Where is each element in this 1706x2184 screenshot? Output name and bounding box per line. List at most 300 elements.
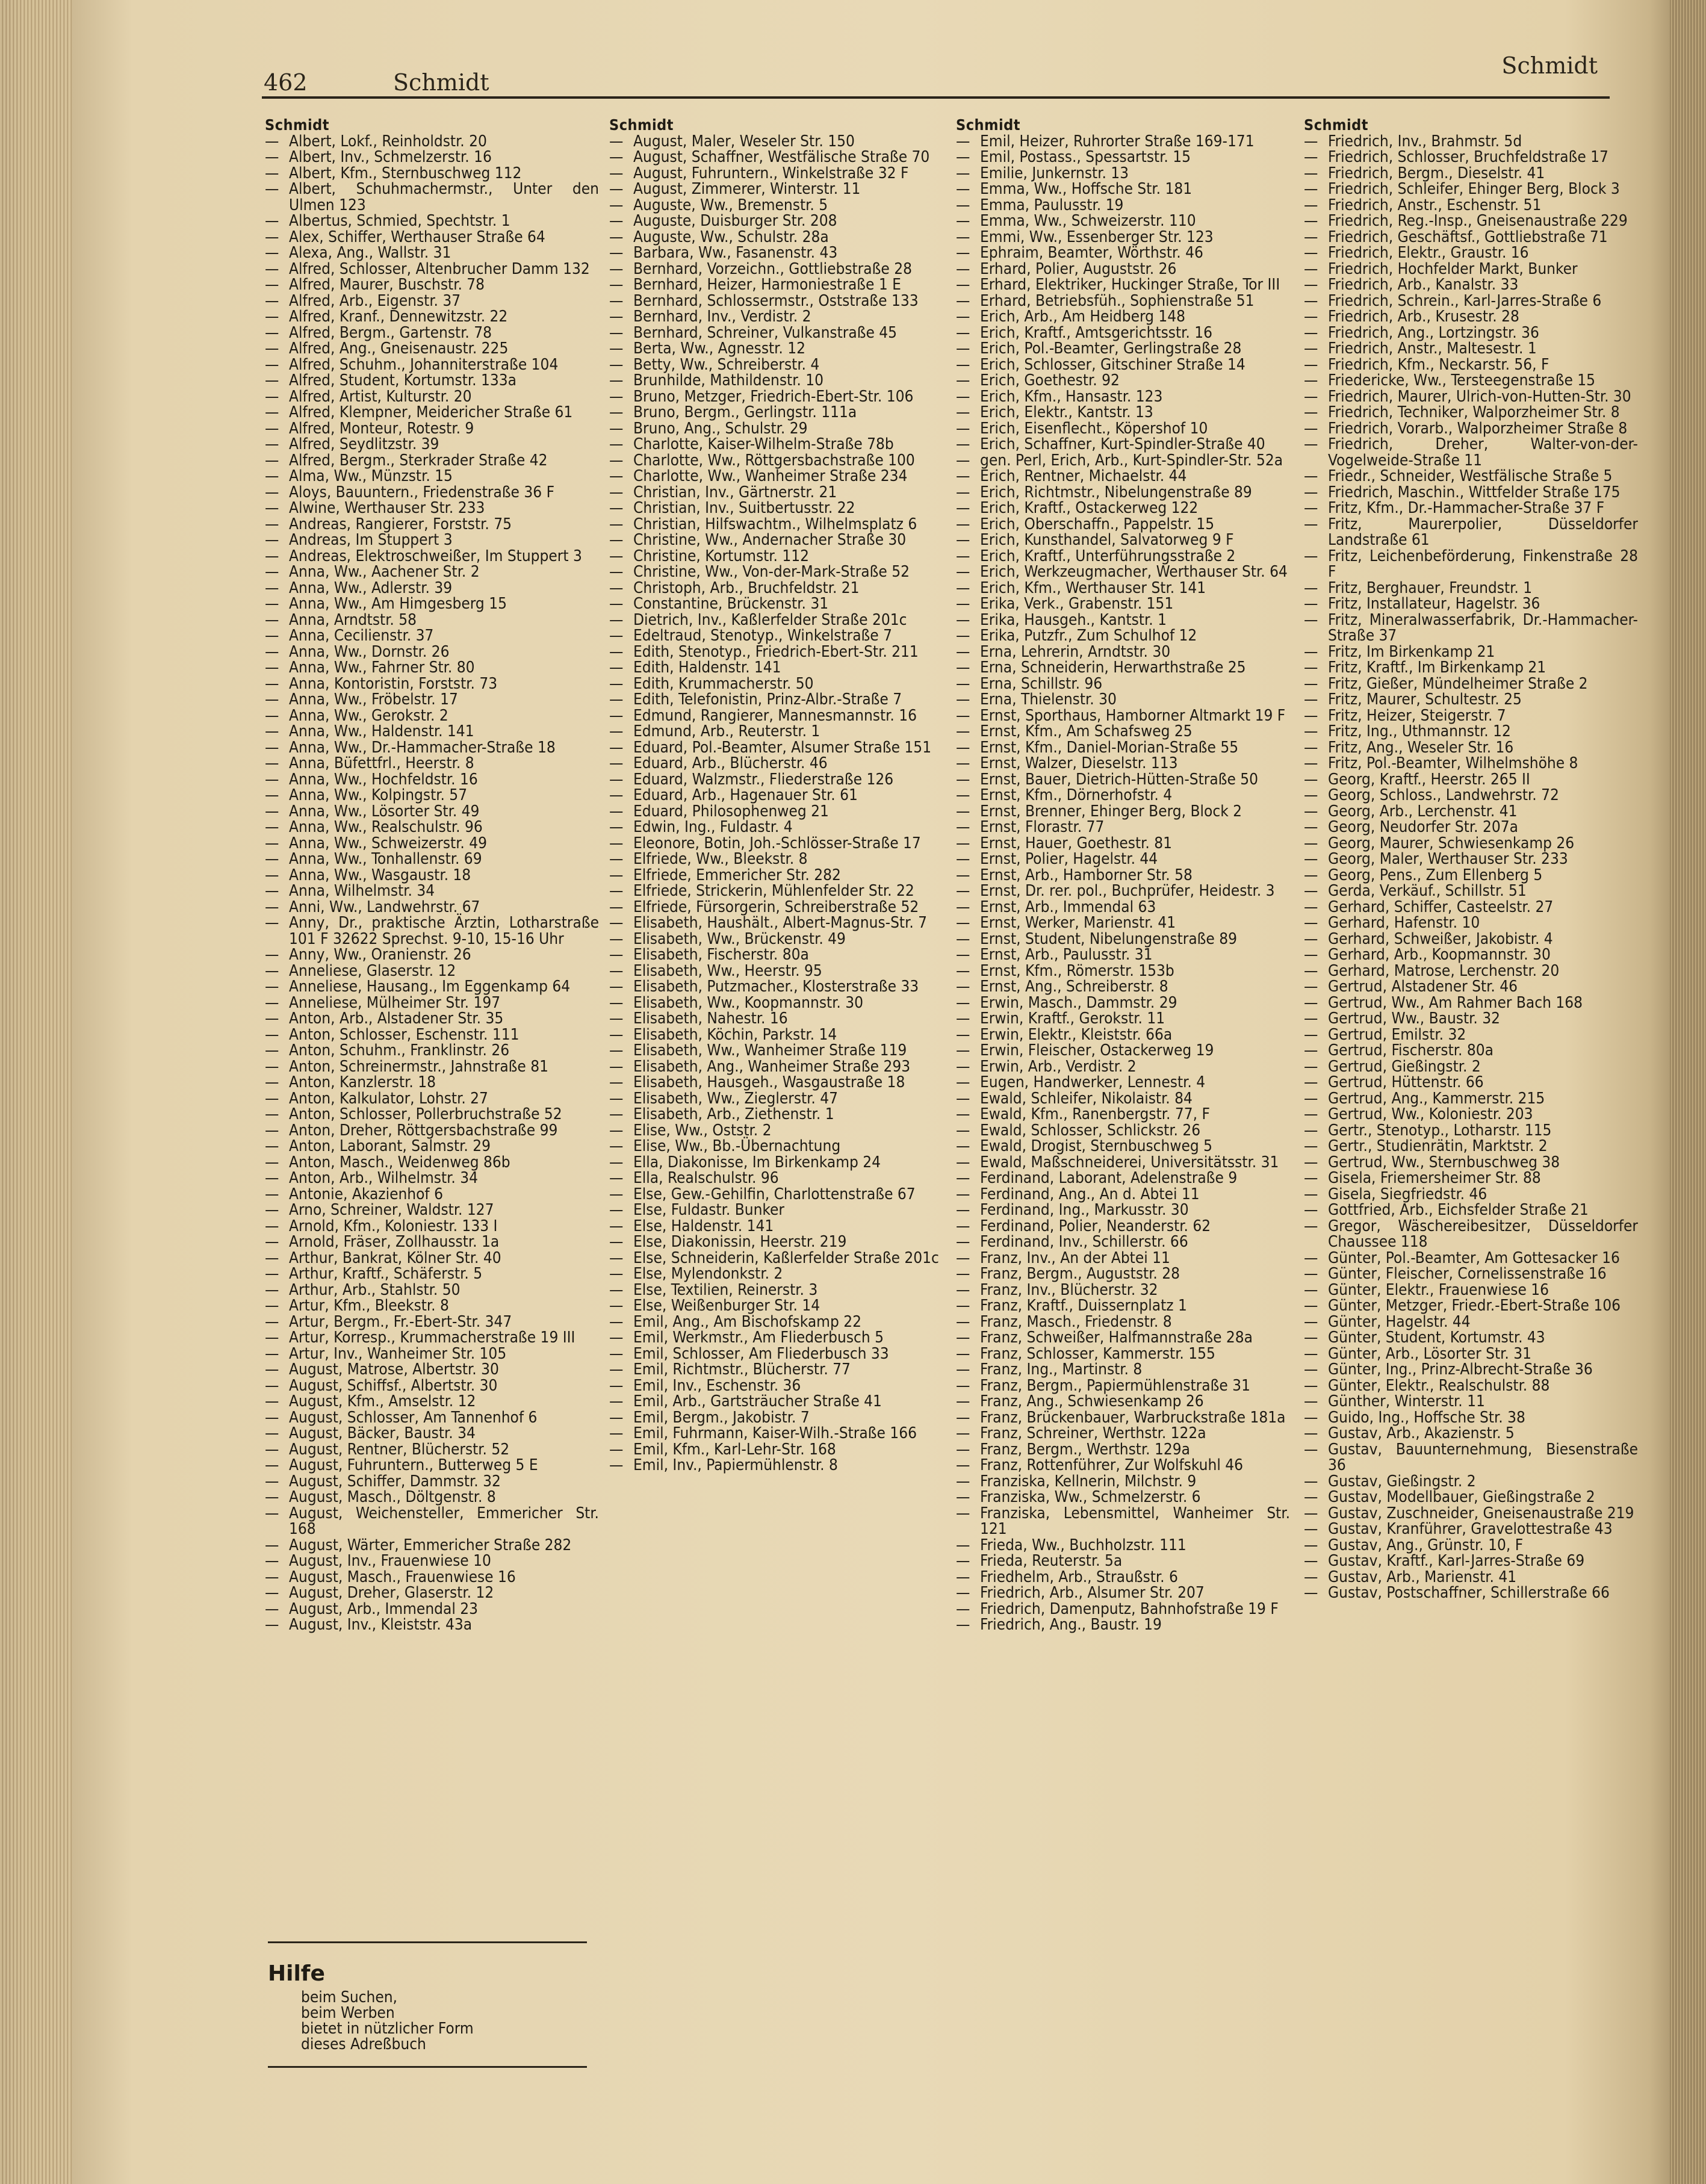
entry-text: Albert, Schuhmachermstr., Unter den Ulmen 123	[289, 180, 599, 214]
entry-text: Emil, Schlosser, Am Fliederbusch 33	[633, 1344, 889, 1363]
dash-mark: —	[609, 595, 624, 613]
dash-mark: —	[1304, 355, 1318, 374]
dash-mark: —	[956, 132, 970, 150]
entry-text: Anny, Dr., praktische Ärztin, Lotharstraße 101 F 32622 Sprechst. 9-10, 15-16 Uhr	[289, 914, 599, 948]
directory-entry	[265, 1330, 599, 1346]
dash-mark: —	[956, 1599, 970, 1618]
directory-entry	[1304, 1425, 1638, 1442]
entry-text: Franziska, Lebensmittel, Wanheimer Str. 121	[980, 1504, 1290, 1538]
directory-entry	[1304, 485, 1638, 501]
directory-entry	[1304, 1106, 1638, 1123]
entry-text: Eleonore, Botin, Joh.-Schlösser-Straße 17	[633, 834, 921, 852]
entry-text: Friedrich, Geschäftsf., Gottliebstraße 71	[1328, 228, 1608, 246]
entry-text: Erich, Kunsthandel, Salvatorweg 9 F	[980, 531, 1234, 549]
directory-entry	[956, 277, 1290, 293]
entry-text: Eduard, Philosophenweg 21	[633, 802, 829, 821]
directory-entry	[1304, 1298, 1638, 1314]
directory-entry	[956, 1155, 1290, 1171]
dash-mark: —	[1304, 834, 1318, 852]
entry-text: Fritz, Gießer, Mündelheimer Straße 2	[1328, 674, 1588, 693]
column-2	[609, 117, 943, 1474]
directory-entry	[956, 1394, 1290, 1410]
directory-entry	[609, 532, 943, 548]
dash-mark: —	[1304, 818, 1318, 836]
entry-text: Anna, Ww., Gerokstr. 2	[289, 706, 448, 725]
dash-mark: —	[609, 961, 624, 980]
dash-mark: —	[956, 866, 970, 884]
entry-text: Gustav, Bauunternehmung, Biesenstraße 36	[1328, 1440, 1638, 1474]
dash-mark: —	[265, 1456, 279, 1474]
directory-entry	[1304, 804, 1638, 820]
dash-mark: —	[956, 1504, 970, 1522]
directory-entry	[609, 293, 943, 309]
dash-mark: —	[1304, 1424, 1318, 1442]
hilfe-bottom-rule	[268, 2066, 587, 2068]
dash-mark: —	[265, 1201, 279, 1219]
entry-text: Erich, Richtmstr., Nibelungenstraße 89	[980, 483, 1252, 501]
dash-mark: —	[265, 978, 279, 996]
directory-entry	[1304, 1474, 1638, 1490]
directory-entry	[265, 804, 599, 820]
entry-text: Christoph, Arb., Bruchfeldstr. 21	[633, 579, 860, 597]
dash-mark: —	[956, 1584, 970, 1602]
entry-text: Anton, Schlosser, Eschenstr. 111	[289, 1025, 520, 1044]
directory-entry	[1304, 580, 1638, 597]
entry-text: Fritz, Ang., Weseler Str. 16	[1328, 738, 1514, 757]
dash-mark: —	[1304, 387, 1318, 406]
dash-mark: —	[956, 180, 970, 198]
dash-mark: —	[956, 834, 970, 852]
entry-text: Ernst, Arb., Immendal 63	[980, 898, 1156, 916]
dash-mark: —	[265, 1360, 279, 1379]
dash-mark: —	[956, 308, 970, 326]
entry-text: Edith, Telefonistin, Prinz-Albr.-Straße 7	[633, 690, 902, 709]
entry-text: Elfriede, Strickerin, Mühlenfelder Str. 22	[633, 882, 914, 900]
directory-entry	[609, 1394, 943, 1410]
directory-entry	[609, 245, 943, 261]
directory-entry	[956, 1106, 1290, 1123]
directory-entry	[609, 213, 943, 229]
directory-entry	[265, 1091, 599, 1107]
directory-entry	[956, 804, 1290, 820]
dash-mark: —	[956, 291, 970, 310]
dash-mark: —	[609, 1217, 624, 1235]
dash-mark: —	[1304, 1073, 1318, 1091]
directory-entry	[956, 149, 1290, 166]
directory-entry	[609, 1425, 943, 1442]
dash-mark: —	[265, 1472, 279, 1491]
directory-entry	[609, 644, 943, 660]
dash-mark: —	[265, 1265, 279, 1283]
entry-text: Elisabeth, Ww., Brückenstr. 49	[633, 929, 846, 948]
entry-text: Elisabeth, Nahestr. 16	[633, 1010, 788, 1028]
dash-mark: —	[609, 866, 624, 884]
directory-entry	[1304, 755, 1638, 772]
entry-text: Gottfried, Arb., Eichsfelder Straße 21	[1328, 1201, 1589, 1219]
entry-text: Gertrud, Fischerstr. 80a	[1328, 1041, 1494, 1059]
directory-entry	[956, 836, 1290, 852]
dash-mark: —	[956, 531, 970, 549]
dash-mark: —	[265, 1010, 279, 1028]
directory-entry	[1304, 229, 1638, 246]
dash-mark: —	[956, 706, 970, 725]
entry-text: Franz, Schweißer, Halfmannstraße 28a	[980, 1329, 1253, 1347]
entry-text: Dietrich, Inv., Kaßlerfelder Straße 201c	[633, 610, 907, 629]
directory-entry	[1304, 1250, 1638, 1267]
entry-text: Friedrich, Reg.-Insp., Gneisenaustraße 229	[1328, 212, 1628, 230]
entry-text: Ella, Diakonisse, Im Birkenkamp 24	[633, 1153, 881, 1171]
directory-entry	[265, 1106, 599, 1123]
entry-text: Anna, Ww., Dr.-Hammacher-Straße 18	[289, 738, 556, 757]
directory-entry	[1304, 1442, 1638, 1474]
entry-text: Eduard, Walzmstr., Fliederstraße 126	[633, 770, 894, 789]
dash-mark: —	[1304, 1520, 1318, 1538]
dash-mark: —	[609, 850, 624, 868]
dash-mark: —	[265, 1616, 279, 1634]
entry-text: Erich, Arb., Am Heidberg 148	[980, 308, 1186, 326]
dash-mark: —	[1304, 1041, 1318, 1059]
directory-entry	[609, 1027, 943, 1043]
directory-entry	[265, 836, 599, 852]
directory-entry	[265, 755, 599, 772]
directory-entry	[265, 149, 599, 166]
entry-text: Emil, Inv., Papiermühlenstr. 8	[633, 1456, 838, 1474]
dash-mark: —	[1304, 308, 1318, 326]
entry-text: Gertr., Studienrätin, Marktstr. 2	[1328, 1137, 1548, 1155]
dash-mark: —	[265, 1488, 279, 1506]
entry-text: Erika, Verk., Grabenstr. 151	[980, 595, 1174, 613]
entry-text: Gustav, Modellbauer, Gießingstraße 2	[1328, 1488, 1595, 1506]
entry-text: Günter, Pol.-Beamter, Am Gottesacker 16	[1328, 1249, 1620, 1267]
entry-text: Alfred, Artist, Kulturstr. 20	[289, 387, 472, 406]
entry-text: Günther, Winterstr. 11	[1328, 1392, 1485, 1410]
directory-entry	[1304, 405, 1638, 421]
entry-text: Anton, Arb., Wilhelmstr. 34	[289, 1169, 478, 1187]
directory-entry	[609, 1106, 943, 1123]
dash-mark: —	[956, 244, 970, 262]
entry-text: Ernst, Brenner, Ehinger Berg, Block 2	[980, 802, 1242, 821]
dash-mark: —	[956, 659, 970, 677]
entry-text: Christine, Kortumstr. 112	[633, 547, 810, 565]
dash-mark: —	[265, 946, 279, 964]
directory-entry	[956, 405, 1290, 421]
dash-mark: —	[609, 659, 624, 677]
directory-entry	[265, 963, 599, 979]
entry-text: Ewald, Schlosser, Schlickstr. 26	[980, 1121, 1201, 1140]
entry-text: Georg, Kraftf., Heerstr. 265 II	[1328, 770, 1530, 789]
directory-entry	[1304, 517, 1638, 548]
dash-mark: —	[609, 259, 624, 278]
dash-mark: —	[1304, 1440, 1318, 1459]
entry-text: Franz, Ang., Schwiesenkamp 26	[980, 1392, 1204, 1410]
directory-entry	[265, 1043, 599, 1059]
entry-text: Gisela, Siegfriedstr. 46	[1328, 1185, 1487, 1203]
entry-text: August, Weichensteller, Emmericher Str. 168	[289, 1504, 599, 1538]
dash-mark: —	[956, 1297, 970, 1315]
entry-text: Frieda, Ww., Buchholzstr. 111	[980, 1536, 1186, 1554]
dash-mark: —	[265, 834, 279, 852]
dash-mark: —	[609, 722, 624, 740]
dash-mark: —	[1304, 1584, 1318, 1602]
directory-entry	[956, 341, 1290, 357]
entry-text: Andreas, Im Stuppert 3	[289, 531, 453, 549]
entry-text: Elisabeth, Putzmacher., Klosterstraße 33	[633, 978, 919, 996]
entry-text: Guido, Ing., Hoffsche Str. 38	[1328, 1408, 1525, 1427]
entry-text: Fritz, Leichenbeförderung, Finkenstraße 28 F	[1328, 547, 1638, 581]
dash-mark: —	[265, 547, 279, 565]
entry-text: Gertr., Stenotyp., Lotharstr. 115	[1328, 1121, 1552, 1140]
book-right-edge	[1670, 0, 1706, 2184]
directory-entry	[956, 1425, 1290, 1442]
directory-entry	[609, 1043, 943, 1059]
directory-entry	[609, 883, 943, 899]
entry-text: Artur, Bergm., Fr.-Ebert-Str. 347	[289, 1312, 512, 1331]
entry-text: August, Masch., Döltgenstr. 8	[289, 1488, 496, 1506]
dash-mark: —	[265, 1552, 279, 1570]
directory-entry	[265, 692, 599, 708]
entry-text: Elisabeth, Ww., Wanheimer Straße 119	[633, 1041, 907, 1059]
directory-entry	[956, 612, 1290, 628]
directory-entry	[956, 1187, 1290, 1203]
directory-entry	[956, 979, 1290, 995]
entry-text: Berta, Ww., Agnesstr. 12	[633, 340, 806, 358]
dash-mark: —	[1304, 1025, 1318, 1044]
dash-mark: —	[956, 993, 970, 1012]
dash-mark: —	[609, 946, 624, 964]
directory-entry	[1304, 612, 1638, 644]
dash-mark: —	[609, 1025, 624, 1044]
directory-entry	[265, 612, 599, 628]
directory-entry	[609, 787, 943, 804]
directory-entry	[956, 532, 1290, 548]
directory-entry	[956, 1043, 1290, 1059]
entry-text: Edith, Haldenstr. 141	[633, 659, 781, 677]
entry-text: Anna, Arndtstr. 58	[289, 610, 417, 629]
dash-mark: —	[609, 212, 624, 230]
entry-text: Else, Gew.-Gehilfin, Charlottenstraße 67	[633, 1185, 916, 1203]
directory-entry	[956, 1170, 1290, 1187]
entry-text: Emil, Bergm., Jakobistr. 7	[633, 1408, 810, 1427]
directory-entry	[1304, 1155, 1638, 1171]
dash-mark: —	[265, 627, 279, 645]
entry-text: Anna, Ww., Hochfeldstr. 16	[289, 770, 478, 789]
entry-text: Auguste, Duisburger Str. 208	[633, 212, 837, 230]
entry-text: Erich, Werkzeugmacher, Werthauser Str. 64	[980, 563, 1288, 581]
dash-mark: —	[956, 387, 970, 406]
directory-entry	[609, 1266, 943, 1282]
dash-mark: —	[265, 1392, 279, 1410]
directory-entry	[265, 1394, 599, 1410]
dash-mark: —	[956, 1137, 970, 1155]
entry-text: Edeltraud, Stenotyp., Winkelstraße 7	[633, 627, 893, 645]
directory-entry	[265, 1250, 599, 1267]
directory-entry	[956, 213, 1290, 229]
directory-entry	[609, 708, 943, 724]
entry-text: Elisabeth, Ang., Wanheimer Straße 293	[633, 1057, 911, 1076]
page-header	[264, 52, 1610, 99]
directory-entry	[956, 644, 1290, 660]
directory-entry	[956, 724, 1290, 740]
entry-text: Arnold, Fräser, Zollhausstr. 1a	[289, 1233, 500, 1251]
dash-mark: —	[265, 1073, 279, 1091]
entry-text: Friedrich, Vorarb., Walporzheimer Straße 8	[1328, 419, 1628, 438]
directory-entry	[265, 532, 599, 548]
dash-mark: —	[1304, 706, 1318, 725]
directory-entry	[609, 1155, 943, 1171]
entry-text: Gerhard, Arb., Koopmannstr. 30	[1328, 946, 1551, 964]
entry-text: Alfred, Schlosser, Altenbrucher Damm 132	[289, 259, 590, 278]
entry-text: Elise, Ww., Oststr. 2	[633, 1121, 772, 1140]
entry-text: Erich, Kfm., Hansastr. 123	[980, 387, 1163, 406]
directory-entry	[1304, 1569, 1638, 1586]
entry-text: Gertrud, Gießingstr. 2	[1328, 1057, 1481, 1076]
directory-entry	[1304, 1043, 1638, 1059]
directory-entry	[1304, 676, 1638, 692]
dash-mark: —	[609, 1057, 624, 1076]
directory-entry	[265, 1059, 599, 1075]
dash-mark: —	[1304, 1089, 1318, 1108]
directory-entry	[956, 134, 1290, 150]
directory-entry	[265, 1123, 599, 1139]
dash-mark: —	[265, 323, 279, 342]
entry-text: Alfred, Ang., Gneisenaustr. 225	[289, 340, 509, 358]
directory-entry	[956, 580, 1290, 597]
entry-text: Elisabeth, Ww., Heerstr. 95	[633, 961, 822, 980]
dash-mark: —	[609, 706, 624, 725]
dash-mark: —	[1304, 898, 1318, 916]
entry-text: Emil, Arb., Gartsträucher Straße 41	[633, 1392, 882, 1410]
entry-text: Alfred, Schuhm., Johanniterstraße 104	[289, 355, 559, 374]
dash-mark: —	[1304, 1121, 1318, 1140]
directory-entry	[265, 660, 599, 676]
directory-entry	[956, 181, 1290, 197]
entry-text: Erich, Schlosser, Gitschiner Straße 14	[980, 355, 1245, 374]
hilfe-line: beim Suchen,	[301, 1988, 397, 2006]
dash-mark: —	[1304, 371, 1318, 389]
directory-entry	[1304, 1330, 1638, 1346]
directory-entry	[956, 245, 1290, 261]
entry-text: Alwine, Werthauser Str. 233	[289, 499, 485, 517]
dash-mark: —	[956, 770, 970, 789]
directory-entry	[956, 851, 1290, 867]
entry-text: Ephraim, Beamter, Wörthstr. 46	[980, 244, 1203, 262]
directory-entry	[956, 596, 1290, 612]
hilfe-top-rule	[268, 1941, 587, 1943]
entry-text: Erich, Schaffner, Kurt-Spindler-Straße 40	[980, 435, 1265, 453]
dash-mark: —	[609, 834, 624, 852]
directory-entry	[956, 1601, 1290, 1618]
dash-mark: —	[609, 690, 624, 709]
entry-text: Elfriede, Fürsorgerin, Schreiberstraße 52	[633, 898, 919, 916]
directory-entry	[1304, 261, 1638, 278]
page-number: 462	[264, 69, 308, 96]
dash-mark: —	[1304, 132, 1318, 150]
directory-entry	[265, 947, 599, 963]
entry-text: Edith, Krummacherstr. 50	[633, 674, 814, 693]
dash-mark: —	[1304, 1280, 1318, 1299]
dash-mark: —	[609, 1010, 624, 1028]
dash-mark: —	[956, 164, 970, 182]
dash-mark: —	[265, 1137, 279, 1155]
entry-text: Bernhard, Vorzeichn., Gottliebstraße 28	[633, 259, 912, 278]
entry-text: Emil, Richtmstr., Blücherstr. 77	[633, 1360, 851, 1379]
entry-text: Alfred, Student, Kortumstr. 133a	[289, 371, 516, 389]
entry-text: Elfriede, Emmericher Str. 282	[633, 866, 841, 884]
column-4	[1304, 117, 1638, 1601]
entry-text: Franz, Inv., An der Abtei 11	[980, 1249, 1170, 1267]
directory-entry	[609, 1330, 943, 1346]
dash-mark: —	[956, 1360, 970, 1379]
directory-entry	[956, 628, 1290, 644]
directory-entry	[956, 1234, 1290, 1250]
entry-text: Anton, Schreinermstr., Jahnstraße 81	[289, 1057, 548, 1076]
entry-text: August, Zimmerer, Winterstr. 11	[633, 180, 861, 198]
directory-entry	[265, 293, 599, 309]
directory-entry	[956, 676, 1290, 692]
entry-text: Anton, Masch., Weidenweg 86b	[289, 1153, 510, 1171]
dash-mark: —	[609, 1424, 624, 1442]
dash-mark: —	[265, 499, 279, 517]
directory-entry	[1304, 500, 1638, 517]
entry-text: Ernst, Hauer, Goethestr. 81	[980, 834, 1172, 852]
dash-mark: —	[265, 1568, 279, 1586]
directory-entry	[609, 1234, 943, 1250]
entry-text: Ernst, Walzer, Dieselstr. 113	[980, 754, 1178, 772]
directory-entry	[1304, 1346, 1638, 1362]
directory-entry	[265, 1170, 599, 1187]
dash-mark: —	[1304, 291, 1318, 310]
directory-entry	[956, 1617, 1290, 1633]
dash-mark: —	[956, 1488, 970, 1506]
entry-text: Anton, Kanzlerstr. 18	[289, 1073, 436, 1091]
dash-mark: —	[265, 850, 279, 868]
dash-mark: —	[1304, 1105, 1318, 1123]
dash-mark: —	[265, 276, 279, 294]
dash-mark: —	[956, 340, 970, 358]
dash-mark: —	[1304, 1217, 1318, 1235]
entry-text: Emil, Werkmstr., Am Fliederbusch 5	[633, 1329, 884, 1347]
dash-mark: —	[956, 1568, 970, 1586]
dash-mark: —	[609, 499, 624, 517]
dash-mark: —	[956, 1025, 970, 1044]
entry-text: Emil, Heizer, Ruhrorter Straße 169-171	[980, 132, 1255, 150]
entry-text: Auguste, Ww., Bremenstr. 5	[633, 196, 828, 214]
entry-text: Anton, Schuhm., Franklinstr. 26	[289, 1041, 510, 1059]
dash-mark: —	[265, 1105, 279, 1123]
directory-entry	[265, 851, 599, 867]
directory-entry	[265, 1218, 599, 1235]
entry-text: Elisabeth, Haushält., Albert-Magnus-Str. 7	[633, 914, 928, 932]
dash-mark: —	[956, 323, 970, 342]
entry-text: Christian, Hilfswachtm., Wilhelmsplatz 6	[633, 515, 917, 533]
entry-text: Gertrud, Hüttenstr. 66	[1328, 1073, 1484, 1091]
directory-entry	[609, 851, 943, 867]
dash-mark: —	[956, 1312, 970, 1331]
dash-mark: —	[609, 483, 624, 501]
dash-mark: —	[956, 1089, 970, 1108]
directory-entry	[956, 1489, 1290, 1506]
directory-entry	[265, 1553, 599, 1569]
dash-mark: —	[1304, 770, 1318, 789]
dash-mark: —	[609, 1169, 624, 1187]
directory-entry	[956, 1474, 1290, 1490]
entry-text: Alfred, Seydlitzstr. 39	[289, 435, 439, 453]
entry-text: Anton, Dreher, Röttgersbachstraße 99	[289, 1121, 558, 1140]
entry-text: Ernst, Ang., Schreiberstr. 8	[980, 978, 1168, 996]
dash-mark: —	[956, 1424, 970, 1442]
entry-text: Friedrich, Elektr., Graustr. 16	[1328, 244, 1529, 262]
directory-entry	[609, 660, 943, 676]
